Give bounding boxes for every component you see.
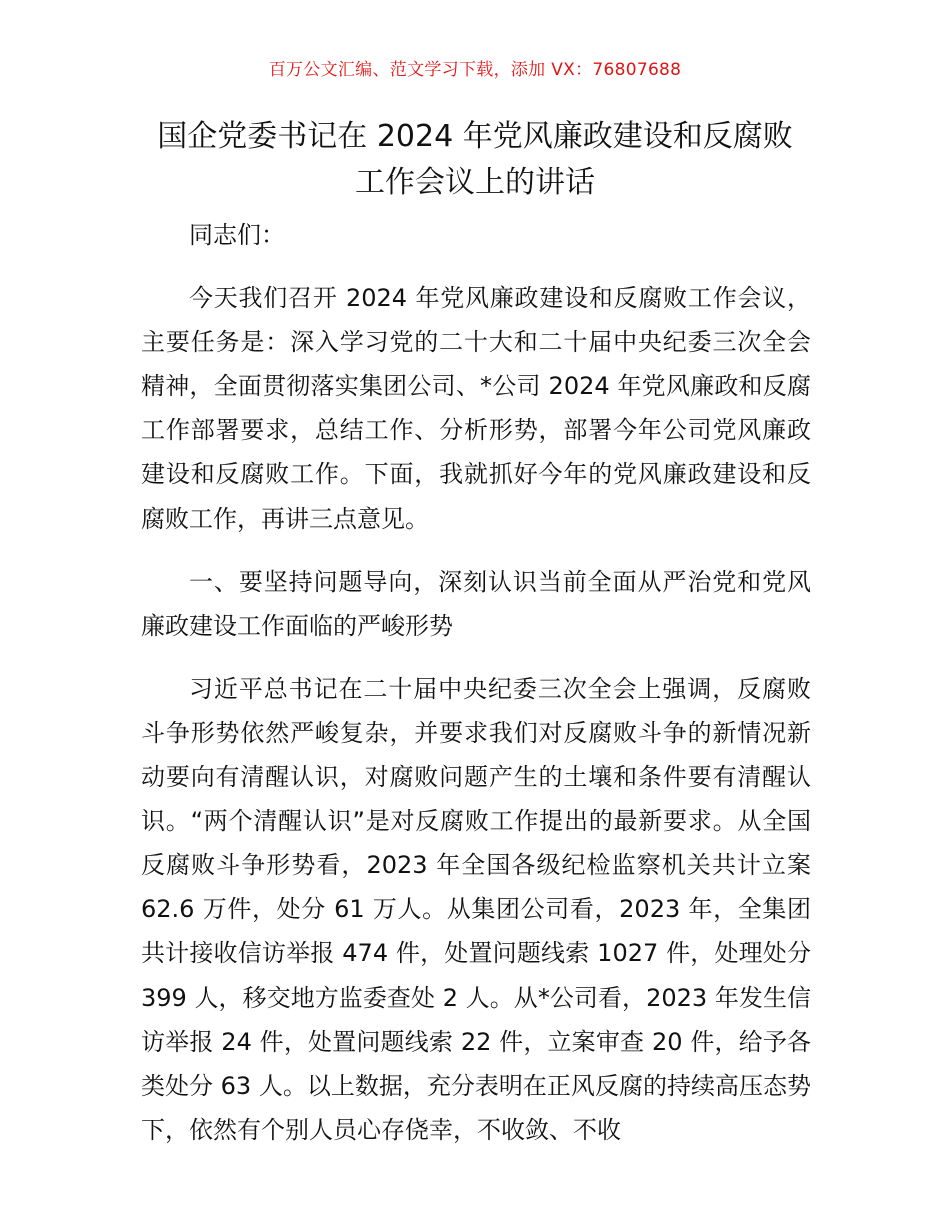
greeting: 同志们： — [189, 221, 285, 249]
paragraph-situation: 习近平总书记在二十届中央纪委三次全会上强调，反腐败斗争形势依然严峻复杂，并要求我们对反腐败斗争的新情况新动要向有清醒认识，对腐败问题产生的土壤和条件要有清醒认识。“两个清醒认识”是对反腐败工作提出的最新要求。从全国反腐败斗争形势看，2023 年全国各级纪检监察机关共计立案 62.6 万件，处分 61 万人。从集团公司看，2023 年，全集团共计接收信访举报 474 件，处置问题线索 1027 件，处理处分 399 人，移交地方监委查处 2 人。从*公司看，2023 年发生信访举报 24 件，处置问题线索 22 件，立案审查 20 件，给予各类处分 63 人。以上数据，充分表明在正风反腐的持续高压态势下，依然有个别人员心存侥幸，不收敛、不收 — [141, 674, 811, 1144]
document-title — [120, 114, 830, 206]
watermark-banner: 百万公文汇编、范文学习下载，添加 VX：76807688 — [268, 60, 682, 80]
section-heading-1: 一、要坚持问题导向，深刻认识当前全面从严治党和党风廉政建设工作面临的严峻形势 — [141, 567, 811, 640]
title-line-1: 国企党委书记在 2024 年党风廉政建设和反腐败 — [157, 119, 793, 154]
title-line-2: 工作会议上的讲话 — [355, 165, 595, 200]
paragraph-intro: 今天我们召开 2024 年党风廉政建设和反腐败工作会议，主要任务是：深入学习党的二十大和二十届中央纪委三次全会精神，全面贯彻落实集团公司、*公司 2024 年党风廉政和反腐工作部署要求，总结工作、分析形势，部署今年公司党风廉政建设和反腐败工作。下面，我就抓好今年的党风廉政建设和反腐败工作，再讲三点意见。 — [141, 284, 811, 533]
document-body — [141, 213, 811, 1171]
